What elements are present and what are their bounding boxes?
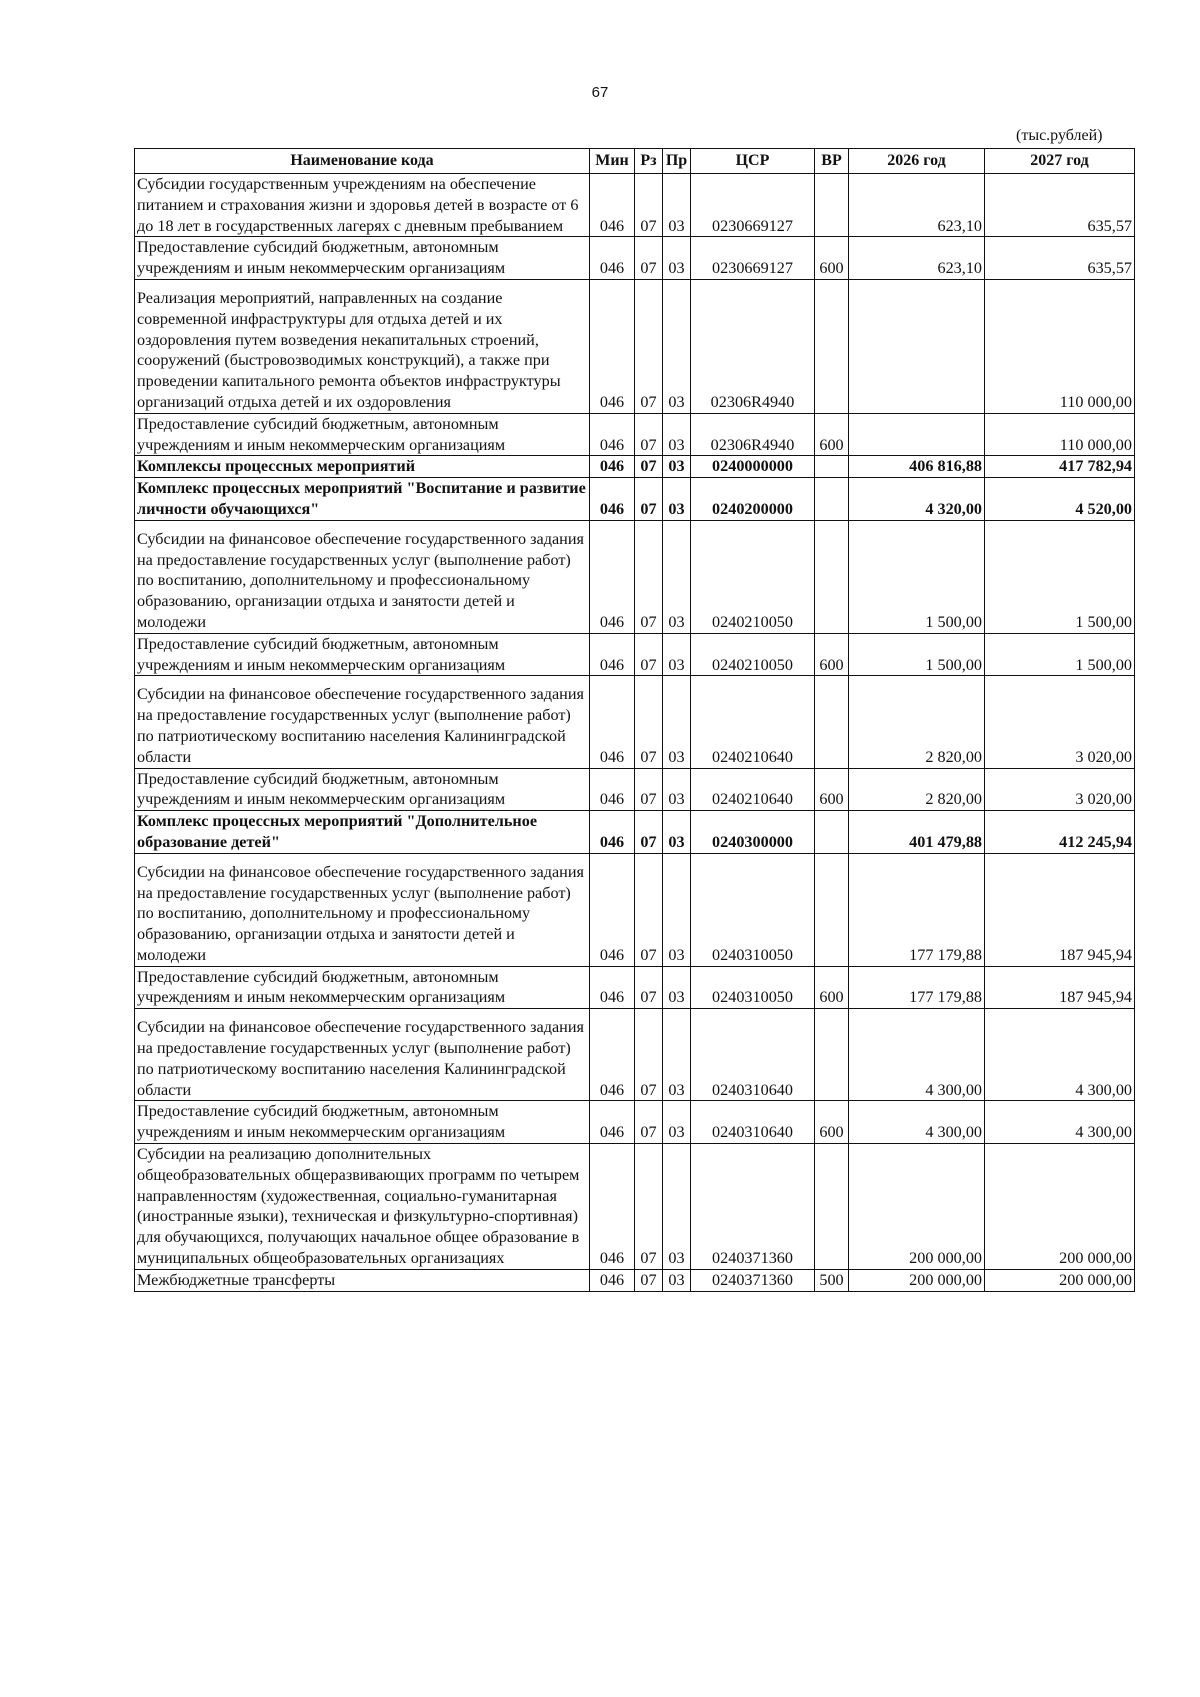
cell-2026 <box>849 413 985 456</box>
cell-name: Субсидии на финансовое обеспечение государственного задания на предоставление государственных услуг (выполнение работ) по патриотическому воспитанию населения Калининградской области <box>135 1009 590 1101</box>
cell-rz: 07 <box>635 633 663 676</box>
cell-rz: 07 <box>635 1009 663 1101</box>
cell-pr: 03 <box>663 478 691 521</box>
cell-pr: 03 <box>663 1009 691 1101</box>
cell-2026: 2 820,00 <box>849 676 985 768</box>
cell-rz: 07 <box>635 853 663 966</box>
cell-min: 046 <box>590 456 635 478</box>
cell-min: 046 <box>590 811 635 854</box>
cell-vr: 600 <box>815 768 849 811</box>
cell-2027: 4 300,00 <box>985 1101 1135 1144</box>
cell-name: Субсидии на финансовое обеспечение государственного задания на предоставление государственных услуг (выполнение работ) по воспитанию, дополнительному и профессиональному образованию, организации отдыха и занятости детей и молодежи <box>135 520 590 633</box>
cell-min: 046 <box>590 520 635 633</box>
cell-2026: 177 179,88 <box>849 966 985 1009</box>
cell-pr: 03 <box>663 811 691 854</box>
cell-min: 046 <box>590 1101 635 1144</box>
table-row <box>135 478 1135 521</box>
cell-2027: 110 000,00 <box>985 279 1135 413</box>
cell-name: Предоставление субсидий бюджетным, автономным учреждениям и иным некоммерческим организациям <box>135 1101 590 1144</box>
table-row <box>135 811 1135 854</box>
cell-name: Субсидии на реализацию дополнительных общеобразовательных общеразвивающих программ по четырем направленностям (художественная, социально-гуманитарная (иностранные языки), техническая и физкультурно-спортивная) для обучающихся, получающих начальное общее образование в муниципальных общеобразовательных организациях <box>135 1144 590 1270</box>
cell-rz: 07 <box>635 966 663 1009</box>
cell-vr: 500 <box>815 1269 849 1291</box>
cell-2026: 177 179,88 <box>849 853 985 966</box>
table-body <box>135 174 1135 1292</box>
cell-csr: 02306R4940 <box>691 279 815 413</box>
header-2026: 2026 год <box>849 149 985 174</box>
cell-rz: 07 <box>635 174 663 237</box>
cell-2026: 623,10 <box>849 237 985 280</box>
cell-csr: 0230669127 <box>691 174 815 237</box>
table-row <box>135 676 1135 768</box>
cell-csr: 02306R4940 <box>691 413 815 456</box>
cell-rz: 07 <box>635 768 663 811</box>
cell-pr: 03 <box>663 676 691 768</box>
cell-2027: 3 020,00 <box>985 768 1135 811</box>
cell-vr: 600 <box>815 1101 849 1144</box>
cell-name: Предоставление субсидий бюджетным, автономным учреждениям и иным некоммерческим организациям <box>135 966 590 1009</box>
cell-rz: 07 <box>635 279 663 413</box>
cell-rz: 07 <box>635 1269 663 1291</box>
cell-2026: 1 500,00 <box>849 520 985 633</box>
cell-2027: 4 520,00 <box>985 478 1135 521</box>
cell-vr <box>815 456 849 478</box>
cell-min: 046 <box>590 1144 635 1270</box>
cell-2026: 401 479,88 <box>849 811 985 854</box>
cell-csr: 0240200000 <box>691 478 815 521</box>
header-pr: Пр <box>663 149 691 174</box>
cell-name: Предоставление субсидий бюджетным, автономным учреждениям и иным некоммерческим организациям <box>135 237 590 280</box>
cell-min: 046 <box>590 676 635 768</box>
cell-min: 046 <box>590 279 635 413</box>
cell-csr: 0240310640 <box>691 1009 815 1101</box>
cell-min: 046 <box>590 237 635 280</box>
cell-min: 046 <box>590 768 635 811</box>
cell-rz: 07 <box>635 478 663 521</box>
cell-rz: 07 <box>635 413 663 456</box>
cell-2027: 4 300,00 <box>985 1009 1135 1101</box>
table-row <box>135 456 1135 478</box>
cell-2026: 406 816,88 <box>849 456 985 478</box>
cell-vr: 600 <box>815 966 849 1009</box>
cell-csr: 0240310050 <box>691 853 815 966</box>
table-row <box>135 853 1135 966</box>
cell-vr <box>815 279 849 413</box>
cell-csr: 0240000000 <box>691 456 815 478</box>
table-row <box>135 768 1135 811</box>
header-2027: 2027 год <box>985 149 1135 174</box>
cell-name: Предоставление субсидий бюджетным, автономным учреждениям и иным некоммерческим организациям <box>135 768 590 811</box>
cell-2026: 1 500,00 <box>849 633 985 676</box>
header-vr: ВР <box>815 149 849 174</box>
budget-table <box>134 148 1135 1292</box>
cell-2026: 4 300,00 <box>849 1101 985 1144</box>
cell-min: 046 <box>590 633 635 676</box>
cell-2026: 623,10 <box>849 174 985 237</box>
cell-2027: 187 945,94 <box>985 853 1135 966</box>
table-row <box>135 174 1135 237</box>
cell-rz: 07 <box>635 1144 663 1270</box>
header-name: Наименование кода <box>135 149 590 174</box>
cell-2027: 200 000,00 <box>985 1144 1135 1270</box>
cell-name: Комплекс процессных мероприятий "Воспитание и развитие личности обучающихся" <box>135 478 590 521</box>
cell-pr: 03 <box>663 633 691 676</box>
cell-pr: 03 <box>663 456 691 478</box>
cell-2026: 2 820,00 <box>849 768 985 811</box>
table-row <box>135 1009 1135 1101</box>
cell-csr: 0240210050 <box>691 520 815 633</box>
cell-pr: 03 <box>663 279 691 413</box>
cell-2027: 187 945,94 <box>985 966 1135 1009</box>
cell-min: 046 <box>590 966 635 1009</box>
cell-min: 046 <box>590 1269 635 1291</box>
cell-2027: 200 000,00 <box>985 1269 1135 1291</box>
cell-name: Предоставление субсидий бюджетным, автономным учреждениям и иным некоммерческим организациям <box>135 413 590 456</box>
cell-pr: 03 <box>663 966 691 1009</box>
cell-2027: 635,57 <box>985 237 1135 280</box>
cell-vr <box>815 1144 849 1270</box>
cell-csr: 0240371360 <box>691 1269 815 1291</box>
cell-2026: 200 000,00 <box>849 1269 985 1291</box>
cell-pr: 03 <box>663 237 691 280</box>
cell-min: 046 <box>590 853 635 966</box>
cell-name: Реализация мероприятий, направленных на создание современной инфраструктуры для отдыха детей и их оздоровления путем возведения некапитальных строений, сооружений (быстровозводимых конструкций), а также при проведении капитального ремонта объектов инфраструктуры организаций отдыха детей и их оздоровления <box>135 279 590 413</box>
table-row <box>135 237 1135 280</box>
cell-csr: 0240310640 <box>691 1101 815 1144</box>
cell-pr: 03 <box>663 1269 691 1291</box>
cell-csr: 0240210640 <box>691 676 815 768</box>
cell-pr: 03 <box>663 520 691 633</box>
cell-rz: 07 <box>635 237 663 280</box>
cell-2027: 110 000,00 <box>985 413 1135 456</box>
page-number: 67 <box>591 84 609 101</box>
header-rz: Рз <box>635 149 663 174</box>
cell-csr: 0240310050 <box>691 966 815 1009</box>
cell-pr: 03 <box>663 174 691 237</box>
cell-2027: 1 500,00 <box>985 633 1135 676</box>
cell-rz: 07 <box>635 811 663 854</box>
cell-name: Предоставление субсидий бюджетным, автономным учреждениям и иным некоммерческим организациям <box>135 633 590 676</box>
cell-2027: 1 500,00 <box>985 520 1135 633</box>
cell-vr <box>815 811 849 854</box>
cell-rz: 07 <box>635 520 663 633</box>
cell-2027: 635,57 <box>985 174 1135 237</box>
table-header-row <box>135 149 1135 174</box>
cell-vr <box>815 1009 849 1101</box>
cell-name: Субсидии на финансовое обеспечение государственного задания на предоставление государственных услуг (выполнение работ) по патриотическому воспитанию населения Калининградской области <box>135 676 590 768</box>
cell-vr <box>815 676 849 768</box>
cell-pr: 03 <box>663 853 691 966</box>
cell-pr: 03 <box>663 768 691 811</box>
cell-name: Субсидии государственным учреждениям на обеспечение питанием и страхования жизни и здоровья детей в возрасте от 6 до 18 лет в государственных лагерях с дневным пребыванием <box>135 174 590 237</box>
cell-csr: 0240210050 <box>691 633 815 676</box>
units-label: (тыс.рублей) <box>1016 127 1103 144</box>
cell-2026: 4 320,00 <box>849 478 985 521</box>
cell-name: Субсидии на финансовое обеспечение государственного задания на предоставление государственных услуг (выполнение работ) по воспитанию, дополнительному и профессиональному образованию, организации отдыха и занятости детей и молодежи <box>135 853 590 966</box>
cell-pr: 03 <box>663 1101 691 1144</box>
cell-2027: 412 245,94 <box>985 811 1135 854</box>
cell-min: 046 <box>590 1009 635 1101</box>
cell-rz: 07 <box>635 1101 663 1144</box>
header-min: Мин <box>590 149 635 174</box>
table-row <box>135 279 1135 413</box>
cell-name: Межбюджетные трансферты <box>135 1269 590 1291</box>
cell-vr: 600 <box>815 633 849 676</box>
table-row <box>135 1144 1135 1270</box>
table-row <box>135 1269 1135 1291</box>
cell-pr: 03 <box>663 1144 691 1270</box>
cell-name: Комплексы процессных мероприятий <box>135 456 590 478</box>
cell-vr <box>815 520 849 633</box>
cell-2026 <box>849 279 985 413</box>
cell-2026: 4 300,00 <box>849 1009 985 1101</box>
cell-2027: 3 020,00 <box>985 676 1135 768</box>
table-row <box>135 413 1135 456</box>
cell-vr <box>815 478 849 521</box>
cell-rz: 07 <box>635 676 663 768</box>
cell-min: 046 <box>590 413 635 456</box>
cell-min: 046 <box>590 478 635 521</box>
cell-2027: 417 782,94 <box>985 456 1135 478</box>
cell-csr: 0230669127 <box>691 237 815 280</box>
cell-2026: 200 000,00 <box>849 1144 985 1270</box>
cell-vr <box>815 174 849 237</box>
table-row <box>135 633 1135 676</box>
cell-csr: 0240210640 <box>691 768 815 811</box>
cell-vr: 600 <box>815 237 849 280</box>
table-row <box>135 520 1135 633</box>
cell-name: Комплекс процессных мероприятий "Дополнительное образование детей" <box>135 811 590 854</box>
cell-vr: 600 <box>815 413 849 456</box>
cell-csr: 0240300000 <box>691 811 815 854</box>
header-csr: ЦСР <box>691 149 815 174</box>
table-row <box>135 1101 1135 1144</box>
table-row <box>135 966 1135 1009</box>
cell-min: 046 <box>590 174 635 237</box>
cell-vr <box>815 853 849 966</box>
cell-csr: 0240371360 <box>691 1144 815 1270</box>
cell-pr: 03 <box>663 413 691 456</box>
cell-rz: 07 <box>635 456 663 478</box>
